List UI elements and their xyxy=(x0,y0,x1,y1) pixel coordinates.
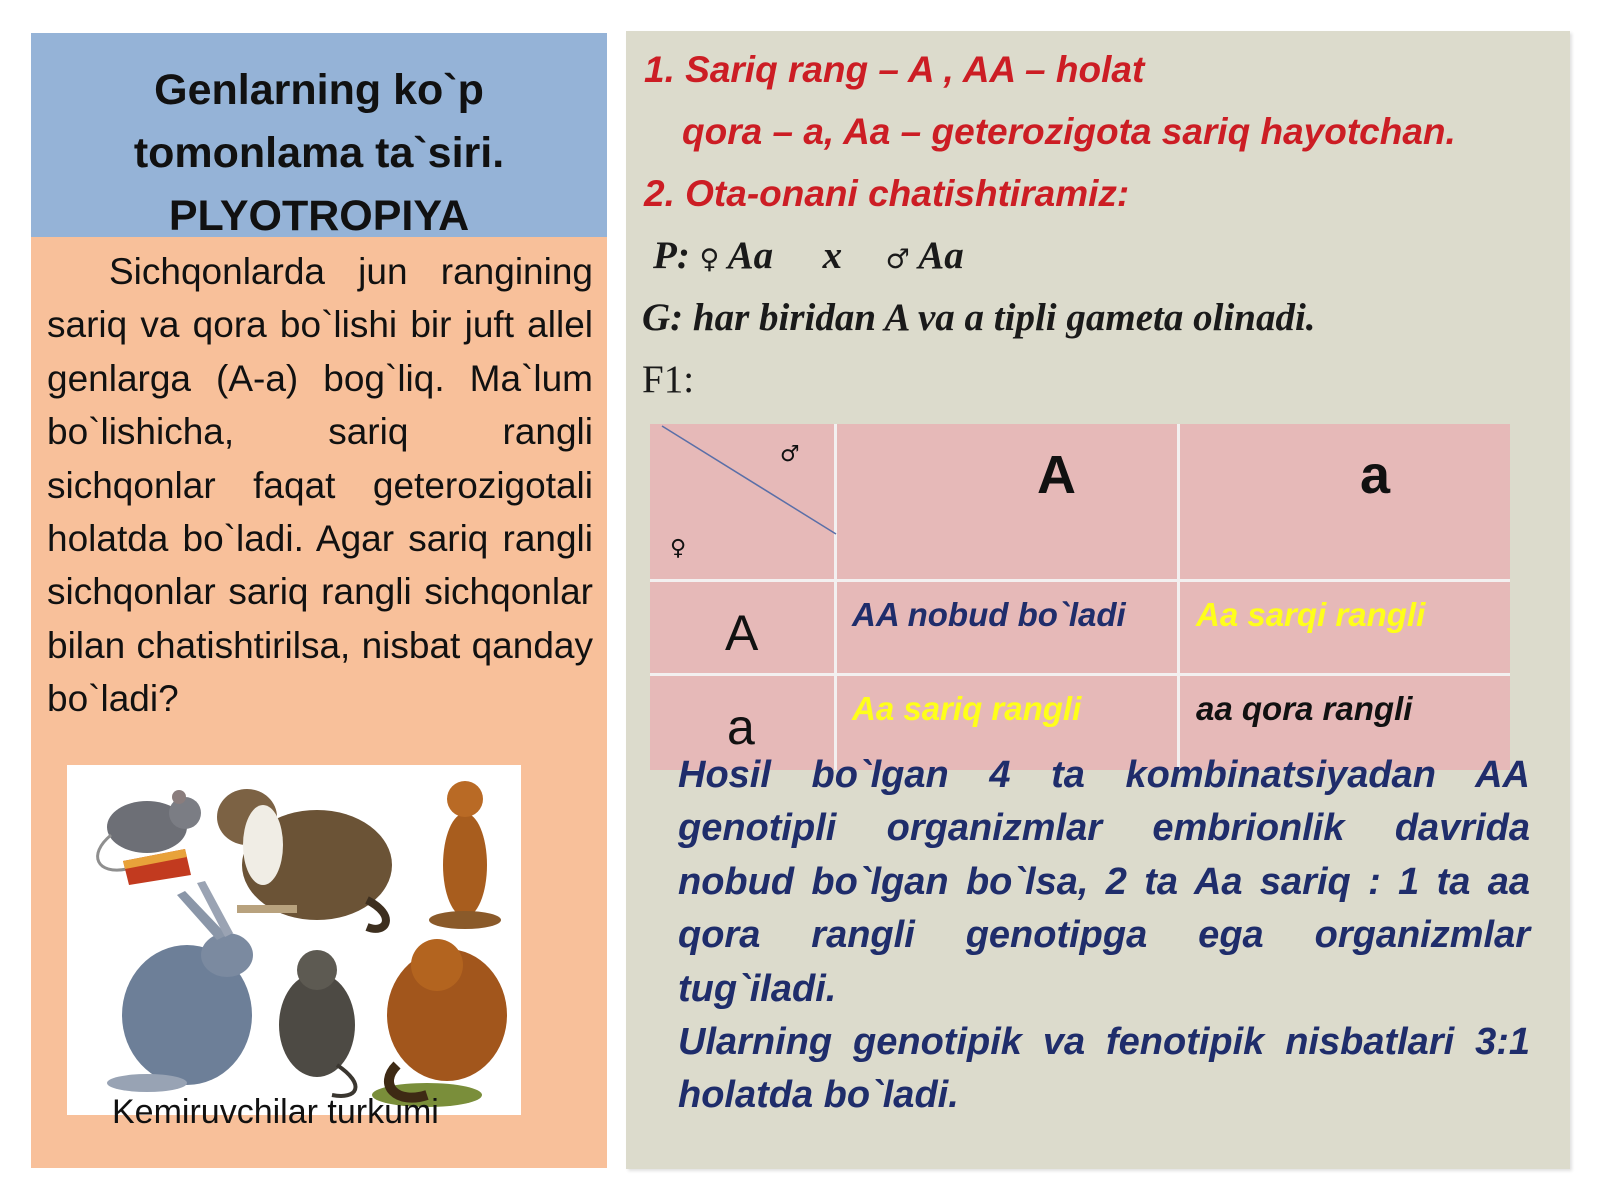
p-label: P: xyxy=(653,234,690,277)
mouse-drawing xyxy=(279,950,356,1096)
rodents-illustration xyxy=(67,765,521,1115)
slide-title xyxy=(31,59,607,237)
genotype-cell xyxy=(1180,582,1510,676)
solution-panel xyxy=(626,31,1570,1169)
conclusion-paragraph: Hosil bo`lgan 4 ta kombinatsiyadan AA genotipli organizmlar embrionlik davrida nobud bo`lgan bo`lsa, 2 ta Aa sariq : 1 ta aa qora rangli genotipga ega organizmlar tug`iladi. xyxy=(678,754,1530,1010)
genotype-text: Aa sarqi rangli xyxy=(1196,596,1426,633)
solution-line-2: qora – a, Aa – geterozigota sariq hayotchan. xyxy=(682,111,1456,152)
parents-line xyxy=(653,233,964,278)
p-cross: x xyxy=(822,234,843,277)
title-line: PLYOTROPIYA xyxy=(168,192,470,237)
punnett-square xyxy=(650,424,1510,770)
corner-cell xyxy=(650,424,837,582)
solution-line-3: 2. Ota-onani chatishtiramiz: xyxy=(644,173,1130,214)
conclusion-paragraph: Ularning genotipik va fenotipik nisbatlari 3:1 holatda bo`ladi. xyxy=(678,1021,1530,1117)
male-symbol-icon: ♂ xyxy=(885,244,910,275)
col-header-cell xyxy=(837,424,1180,582)
male-symbol-icon: ♂ xyxy=(780,442,800,467)
row-header: A xyxy=(725,605,759,661)
f1-label: F1: xyxy=(642,358,695,401)
image-caption: Kemiruvchilar turkumi xyxy=(112,1093,439,1131)
genotype-cell xyxy=(837,582,1180,676)
solution-line-1: 1. Sariq rang – A , AA – holat xyxy=(644,49,1145,90)
genotype-text: Aa sariq rangli xyxy=(852,690,1082,727)
problem-text-block xyxy=(47,245,593,801)
problem-panel xyxy=(31,33,607,1168)
genotype-text: aa qora rangli xyxy=(1196,690,1413,727)
problem-text: Sichqonlarda jun rangining sariq va qora bo`lishi bir juft allel genlarga (A-a) bog`liq. Ma`lum bo`lishicha, sariq rangli sichqonlar faqat geterozigotali holatda bo`ladi. Agar sariq rangli sichqonlar sariq rangli sichqonlar bilan chatishtirilsa, nisbat qanday bo`ladi? xyxy=(47,251,593,720)
rat-drawing xyxy=(98,790,201,885)
hare-drawing xyxy=(107,881,253,1092)
genotype-text: AA nobud bo`ladi xyxy=(852,596,1126,633)
p-female-genotype: Aa xyxy=(727,234,774,277)
col-header: A xyxy=(1037,445,1076,505)
title-line: tomonlama ta`siri. xyxy=(133,129,505,177)
row-header: a xyxy=(727,699,755,755)
title-line: Genlarning ko`p xyxy=(154,66,484,114)
female-symbol-icon: ♀ xyxy=(699,244,720,275)
rodents-picture xyxy=(67,765,521,1115)
col-header: a xyxy=(1360,445,1391,505)
marmot-drawing xyxy=(217,789,392,929)
female-symbol-icon: ♀ xyxy=(670,536,687,561)
conclusion-block xyxy=(678,749,1530,1123)
gopher-drawing xyxy=(429,781,501,929)
row-header-cell xyxy=(650,582,837,676)
col-header-cell xyxy=(1180,424,1510,582)
beaver-drawing xyxy=(372,939,507,1107)
title-box xyxy=(31,33,607,237)
gametes-line: G: har biridan A va a tipli gameta olinadi. xyxy=(642,296,1316,339)
p-male-genotype: Aa xyxy=(918,234,964,277)
